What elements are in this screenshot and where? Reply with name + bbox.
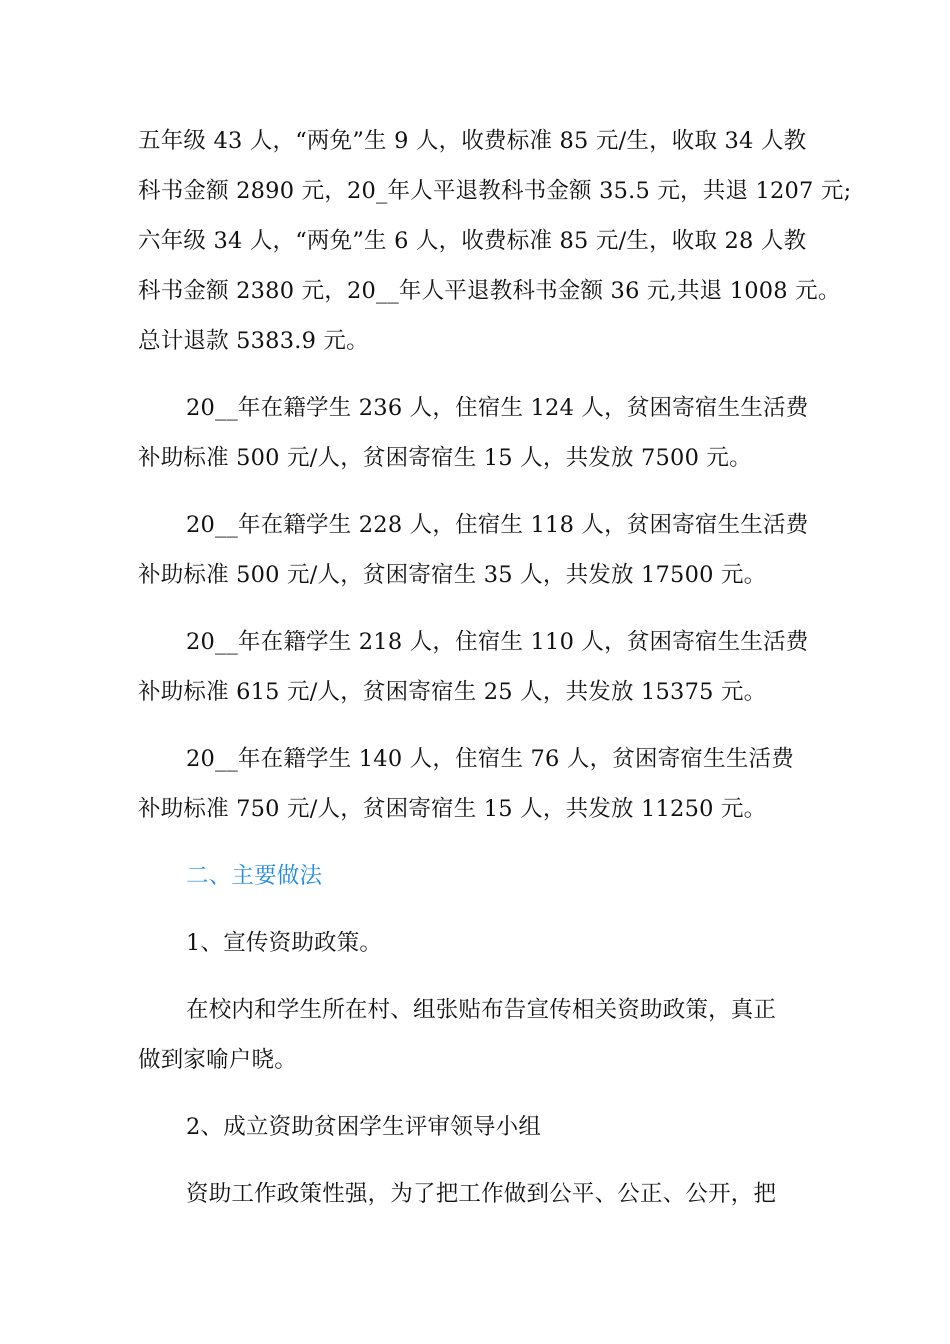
text-line: 在校内和学生所在村、组张贴布告宣传相关资助政策，真正 [186, 997, 777, 1023]
section-heading: 二、主要做法 [186, 863, 323, 889]
text-line: 20__年在籍学生 228 人，住宿生 118 人，贫困寄宿生生活费 [186, 512, 809, 538]
text-line: 总计退款 5383.9 元。 [138, 328, 369, 354]
text-line: 补助标准 500 元/人，贫困寄宿生 35 人，共发放 17500 元。 [138, 562, 767, 588]
text-line: 六年级 34 人，“两免”生 6 人，收费标准 85 元/生，收取 28 人教 [138, 228, 807, 254]
text-line: 科书金额 2380 元，20__年人平退教科书金额 36 元,共退 1008 元。 [138, 278, 841, 304]
text-line: 补助标准 750 元/人，贫困寄宿生 15 人，共发放 11250 元。 [138, 796, 767, 822]
text-line: 补助标准 500 元/人，贫困寄宿生 15 人，共发放 7500 元。 [138, 445, 752, 471]
text-line: 科书金额 2890 元，20_年人平退教科书金额 35.5 元，共退 1207 元; [138, 178, 852, 204]
text-line: 20__年在籍学生 140 人，住宿生 76 人，贫困寄宿生生活费 [186, 746, 794, 772]
text-line: 五年级 43 人，“两免”生 9 人，收费标准 85 元/生，收取 34 人教 [138, 128, 807, 154]
text-line: 补助标准 615 元/人，贫困寄宿生 25 人，共发放 15375 元。 [138, 679, 767, 705]
text-line: 1、宣传资助政策。 [186, 930, 383, 956]
text-line: 资助工作政策性强，为了把工作做到公平、公正、公开，把 [186, 1181, 777, 1207]
text-line: 20__年在籍学生 218 人，住宿生 110 人，贫困寄宿生生活费 [186, 629, 809, 655]
text-line: 2、成立资助贫困学生评审领导小组 [186, 1114, 542, 1140]
text-line: 做到家喻户晓。 [138, 1047, 297, 1073]
text-line: 20__年在籍学生 236 人，住宿生 124 人，贫困寄宿生生活费 [186, 395, 809, 421]
